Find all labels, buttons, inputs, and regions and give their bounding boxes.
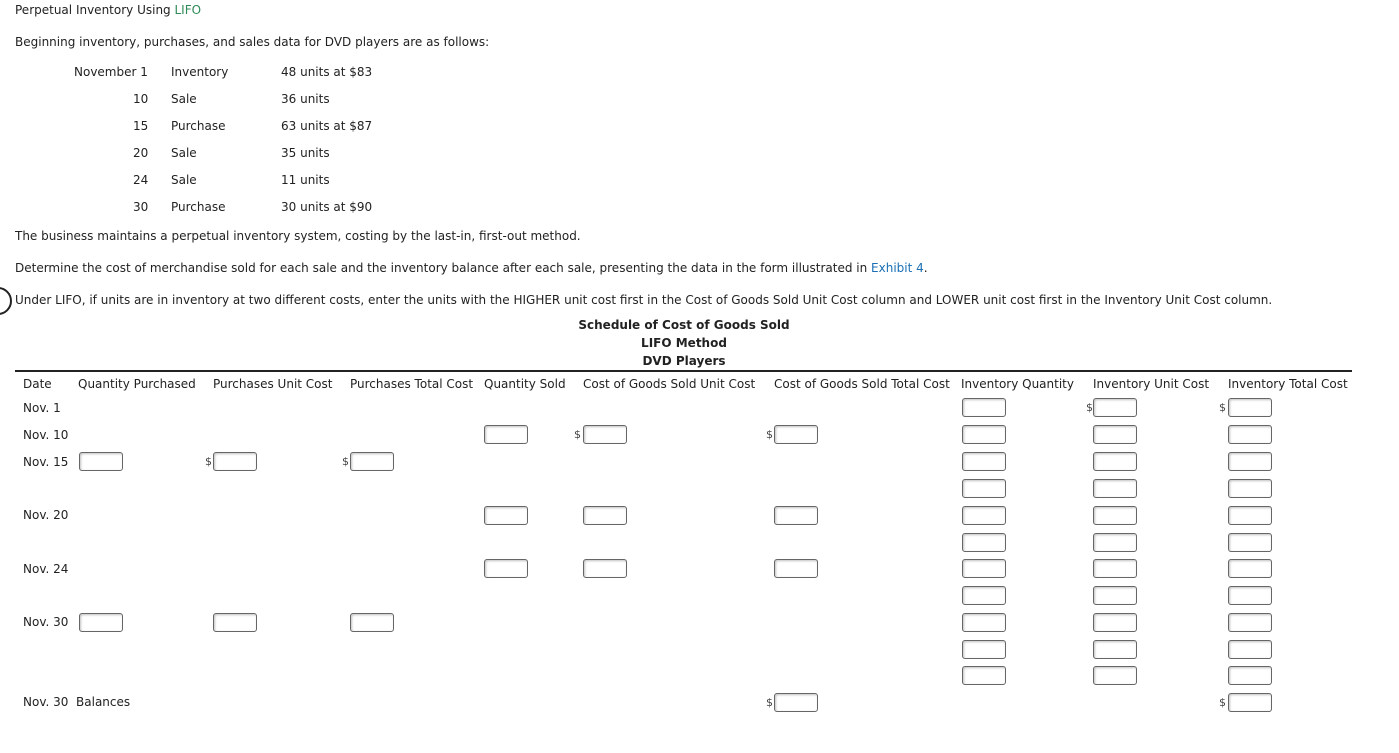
transaction-type: Purchase xyxy=(171,119,226,133)
purchases-unit-cost-input[interactable] xyxy=(213,452,257,471)
row-label-nov20: Nov. 20 xyxy=(23,508,69,522)
col-date: Date xyxy=(23,377,52,391)
inventory-total-cost-input[interactable] xyxy=(1228,398,1272,417)
transaction-detail: 30 units at $90 xyxy=(281,200,373,214)
transaction-type: Inventory xyxy=(171,65,229,79)
purchases-total-cost-input[interactable] xyxy=(350,613,394,632)
inventory-total-balance-input[interactable] xyxy=(1228,693,1272,712)
inventory-total-cost-input[interactable] xyxy=(1228,559,1272,578)
inventory-total-cost-input[interactable] xyxy=(1228,506,1272,525)
col-inventory-total-cost: Inventory Total Cost xyxy=(1228,377,1348,391)
inventory-unit-cost-input[interactable] xyxy=(1093,398,1137,417)
cogs-unit-cost-input[interactable] xyxy=(583,559,627,578)
transaction-detail: 48 units at $83 xyxy=(281,65,373,79)
row-label-nov15: Nov. 15 xyxy=(23,455,69,469)
transaction-detail: 35 units xyxy=(281,146,330,160)
inventory-total-cost-input[interactable] xyxy=(1228,613,1272,632)
inventory-quantity-input[interactable] xyxy=(962,613,1006,632)
inventory-unit-cost-input[interactable] xyxy=(1093,586,1137,605)
inventory-unit-cost-input[interactable] xyxy=(1093,613,1137,632)
inventory-total-cost-input[interactable] xyxy=(1228,479,1272,498)
balances-date: Nov. 30 xyxy=(23,695,69,709)
dollar-sign: $ xyxy=(1086,401,1093,414)
inventory-unit-cost-input[interactable] xyxy=(1093,640,1137,659)
paragraph-lifo-note: Under LIFO, if units are in inventory at two different costs, enter the units with the HIGHER unit cost first in the Cost of Goods Sold Unit Cost column and LOWER unit cost first in the Inventory Unit Cost column. xyxy=(15,293,1273,307)
transaction-detail: 63 units at $87 xyxy=(281,119,373,133)
schedule-method: LIFO Method xyxy=(641,336,727,350)
transaction-day: 30 xyxy=(133,200,149,214)
row-label-nov30: Nov. 30 xyxy=(23,615,69,629)
dollar-sign: $ xyxy=(205,455,212,468)
intro-text: Beginning inventory, purchases, and sales data for DVD players are as follows: xyxy=(15,35,490,49)
dollar-sign: $ xyxy=(766,428,773,441)
paragraph-perpetual: The business maintains a perpetual inventory system, costing by the last-in, first-out method. xyxy=(15,229,581,243)
header-rule xyxy=(15,370,1352,372)
circle-marker xyxy=(0,287,12,315)
transaction-day: 24 xyxy=(133,173,149,187)
transaction-type: Sale xyxy=(171,92,197,106)
transaction-type: Sale xyxy=(171,173,197,187)
inventory-quantity-input[interactable] xyxy=(962,506,1006,525)
quantity-sold-input[interactable] xyxy=(484,559,528,578)
col-cogs-unit-cost: Cost of Goods Sold Unit Cost xyxy=(583,377,756,391)
inventory-total-cost-input[interactable] xyxy=(1228,586,1272,605)
paragraph-instructions xyxy=(15,261,928,275)
row-label-nov10: Nov. 10 xyxy=(23,428,69,442)
transaction-day: 10 xyxy=(133,92,149,106)
row-label-nov24: Nov. 24 xyxy=(23,562,69,576)
cogs-total-balance-input[interactable] xyxy=(774,693,818,712)
inventory-unit-cost-input[interactable] xyxy=(1093,452,1137,471)
transaction-detail: 11 units xyxy=(281,173,330,187)
cogs-total-cost-input[interactable] xyxy=(774,425,818,444)
balances-label: Balances xyxy=(76,695,131,709)
schedule-title: Schedule of Cost of Goods Sold xyxy=(578,318,790,332)
col-cogs-total-cost: Cost of Goods Sold Total Cost xyxy=(774,377,950,391)
inventory-quantity-input[interactable] xyxy=(962,640,1006,659)
instructions-end: . xyxy=(923,261,928,275)
dollar-sign: $ xyxy=(1219,401,1226,414)
inventory-unit-cost-input[interactable] xyxy=(1093,666,1137,685)
instructions-text: Determine the cost of merchandise sold for each sale and the inventory balance after each sale, presenting the data in the form illustrated in xyxy=(15,261,872,275)
inventory-total-cost-input[interactable] xyxy=(1228,452,1272,471)
inventory-quantity-input[interactable] xyxy=(962,452,1006,471)
transaction-day: 20 xyxy=(133,146,149,160)
title-text: Perpetual Inventory Using xyxy=(15,3,175,17)
col-inventory-unit-cost: Inventory Unit Cost xyxy=(1093,377,1210,391)
lifo-link[interactable]: LIFO xyxy=(174,3,202,17)
cogs-total-cost-input[interactable] xyxy=(774,559,818,578)
quantity-sold-input[interactable] xyxy=(484,425,528,444)
row-label-nov1: Nov. 1 xyxy=(23,401,61,415)
inventory-unit-cost-input[interactable] xyxy=(1093,559,1137,578)
quantity-purchased-input[interactable] xyxy=(79,613,123,632)
purchases-total-cost-input[interactable] xyxy=(350,452,394,471)
transaction-day: November 1 xyxy=(74,65,148,79)
schedule-product: DVD Players xyxy=(642,354,726,368)
quantity-purchased-input[interactable] xyxy=(79,452,123,471)
inventory-quantity-input[interactable] xyxy=(962,559,1006,578)
page-title xyxy=(15,3,201,17)
inventory-quantity-input[interactable] xyxy=(962,398,1006,417)
col-inventory-quantity: Inventory Quantity xyxy=(961,377,1074,391)
transaction-type: Purchase xyxy=(171,200,226,214)
inventory-quantity-input[interactable] xyxy=(962,425,1006,444)
col-purchases-total-cost: Purchases Total Cost xyxy=(350,377,474,391)
cogs-total-cost-input[interactable] xyxy=(774,506,818,525)
col-quantity-sold: Quantity Sold xyxy=(484,377,566,391)
quantity-sold-input[interactable] xyxy=(484,506,528,525)
inventory-quantity-input[interactable] xyxy=(962,533,1006,552)
inventory-total-cost-input[interactable] xyxy=(1228,425,1272,444)
cogs-unit-cost-input[interactable] xyxy=(583,425,627,444)
cogs-unit-cost-input[interactable] xyxy=(583,506,627,525)
inventory-unit-cost-input[interactable] xyxy=(1093,479,1137,498)
inventory-total-cost-input[interactable] xyxy=(1228,640,1272,659)
row-label-balances xyxy=(23,695,130,709)
inventory-unit-cost-input[interactable] xyxy=(1093,425,1137,444)
exhibit-4-link[interactable]: Exhibit 4 xyxy=(871,261,924,275)
inventory-quantity-input[interactable] xyxy=(962,479,1006,498)
inventory-total-cost-input[interactable] xyxy=(1228,533,1272,552)
dollar-sign: $ xyxy=(342,455,349,468)
col-purchases-unit-cost: Purchases Unit Cost xyxy=(213,377,333,391)
dollar-sign: $ xyxy=(574,428,581,441)
inventory-quantity-input[interactable] xyxy=(962,666,1006,685)
transaction-day: 15 xyxy=(133,119,149,133)
col-quantity-purchased: Quantity Purchased xyxy=(78,377,196,391)
inventory-quantity-input[interactable] xyxy=(962,586,1006,605)
transaction-detail: 36 units xyxy=(281,92,330,106)
purchases-unit-cost-input[interactable] xyxy=(213,613,257,632)
inventory-total-cost-input[interactable] xyxy=(1228,666,1272,685)
inventory-unit-cost-input[interactable] xyxy=(1093,506,1137,525)
dollar-sign: $ xyxy=(766,696,773,709)
inventory-unit-cost-input[interactable] xyxy=(1093,533,1137,552)
dollar-sign: $ xyxy=(1219,696,1226,709)
transaction-type: Sale xyxy=(171,146,197,160)
